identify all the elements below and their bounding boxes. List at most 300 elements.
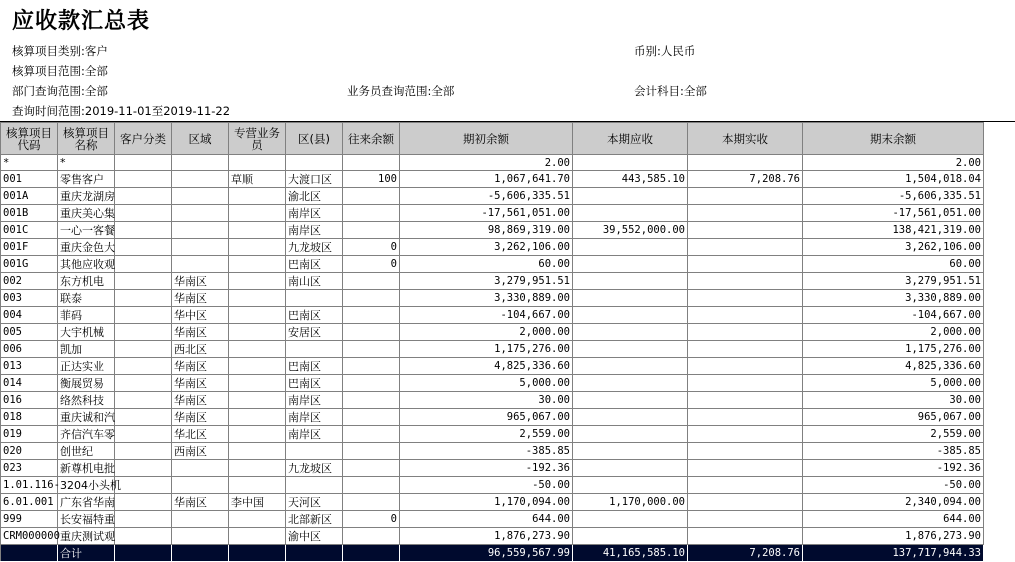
cell-col-9: [688, 460, 803, 477]
cell-col-6: [343, 222, 400, 239]
cell-col-7: -17,561,051.00: [400, 205, 573, 222]
table-row[interactable]: [1, 256, 984, 273]
cell-col-0: 6.01.001: [1, 494, 58, 511]
cell-col-8: [573, 426, 688, 443]
cell-col-10: -104,667.00: [803, 307, 984, 324]
table-row[interactable]: [1, 222, 984, 239]
col-header[interactable]: 核算项目代码: [1, 123, 58, 155]
cell-col-0: CRM000000: [1, 528, 58, 545]
table-row[interactable]: [1, 494, 984, 511]
cell-col-6: [343, 324, 400, 341]
cell-col-6: [343, 392, 400, 409]
cell-col-5: 南岸区: [286, 426, 343, 443]
cell-col-6: [343, 460, 400, 477]
table-row[interactable]: [1, 426, 984, 443]
cell-col-8: 41,165,585.10: [573, 545, 688, 562]
cell-col-1: 其他应收观: [58, 256, 115, 273]
cell-col-5: [286, 477, 343, 494]
cell-col-3: 华北区: [172, 426, 229, 443]
cell-col-0: 001C: [1, 222, 58, 239]
cell-col-9: [688, 443, 803, 460]
cell-col-8: [573, 290, 688, 307]
cell-col-0: 005: [1, 324, 58, 341]
cell-col-10: 3,330,889.00: [803, 290, 984, 307]
cell-col-7: 30.00: [400, 392, 573, 409]
cell-col-4: [229, 239, 286, 256]
cell-col-4: [229, 409, 286, 426]
cell-col-1: 重庆龙湖房: [58, 188, 115, 205]
cell-col-5: [286, 290, 343, 307]
cell-col-10: 30.00: [803, 392, 984, 409]
cell-col-3: [172, 155, 229, 171]
cell-col-5: 巴南区: [286, 375, 343, 392]
cell-col-0: 1.01.116-: [1, 477, 58, 494]
cell-col-2: [115, 324, 172, 341]
cell-col-9: [688, 290, 803, 307]
cell-col-5: [286, 155, 343, 171]
cell-col-7: 60.00: [400, 256, 573, 273]
cell-col-0: [1, 545, 58, 562]
cell-col-5: 渝北区: [286, 188, 343, 205]
cell-col-8: [573, 188, 688, 205]
cell-col-10: -385.85: [803, 443, 984, 460]
dept-range: 部门查询范围:全部: [12, 84, 108, 98]
cell-col-4: [229, 155, 286, 171]
cell-col-8: [573, 409, 688, 426]
cell-col-9: [688, 188, 803, 205]
cell-col-0: 023: [1, 460, 58, 477]
table-body: [1, 155, 984, 562]
cell-col-1: 菲码: [58, 307, 115, 324]
cell-col-8: 1,170,000.00: [573, 494, 688, 511]
cell-col-0: 019: [1, 426, 58, 443]
cell-col-6: [343, 188, 400, 205]
cell-col-6: 100: [343, 171, 400, 188]
cell-col-2: [115, 155, 172, 171]
cell-col-9: [688, 239, 803, 256]
cell-col-2: [115, 426, 172, 443]
table-row[interactable]: [1, 171, 984, 188]
cell-col-7: 3,279,951.51: [400, 273, 573, 290]
cell-col-6: [343, 375, 400, 392]
cell-col-8: [573, 155, 688, 171]
cell-col-4: [229, 324, 286, 341]
cell-col-5: 南岸区: [286, 392, 343, 409]
cell-col-10: 60.00: [803, 256, 984, 273]
cell-col-9: [688, 324, 803, 341]
cell-col-10: -5,606,335.51: [803, 188, 984, 205]
cell-col-4: [229, 511, 286, 528]
table-row[interactable]: [1, 477, 984, 494]
col-header[interactable]: 期末余额: [803, 123, 984, 155]
cell-col-4: [229, 460, 286, 477]
cell-col-4: [229, 477, 286, 494]
currency: 币别:人民币: [634, 44, 696, 58]
cell-col-4: [229, 188, 286, 205]
cell-col-10: 5,000.00: [803, 375, 984, 392]
cell-col-3: [172, 239, 229, 256]
cell-col-3: [172, 460, 229, 477]
cell-col-7: 1,175,276.00: [400, 341, 573, 358]
cell-col-3: [172, 528, 229, 545]
cell-col-7: -104,667.00: [400, 307, 573, 324]
cell-col-1: 正达实业: [58, 358, 115, 375]
cell-col-7: 3,330,889.00: [400, 290, 573, 307]
cell-col-2: [115, 171, 172, 188]
item-range: 核算项目范围:全部: [12, 64, 108, 78]
table-row[interactable]: [1, 188, 984, 205]
table-row[interactable]: [1, 205, 984, 222]
cell-col-4: 草顺: [229, 171, 286, 188]
cell-col-10: 137,717,944.33: [803, 545, 984, 562]
cell-col-6: [343, 426, 400, 443]
cell-col-1: 联泰: [58, 290, 115, 307]
cell-col-0: 020: [1, 443, 58, 460]
cell-col-7: 1,067,641.70: [400, 171, 573, 188]
cell-col-1: 长安福特重: [58, 511, 115, 528]
cell-col-8: [573, 375, 688, 392]
cell-col-0: 001: [1, 171, 58, 188]
cell-col-6: [343, 273, 400, 290]
cell-col-8: [573, 239, 688, 256]
table-row[interactable]: [1, 460, 984, 477]
cell-col-7: 2.00: [400, 155, 573, 171]
cell-col-7: 1,170,094.00: [400, 494, 573, 511]
cell-col-8: 39,552,000.00: [573, 222, 688, 239]
cell-col-9: [688, 528, 803, 545]
table-row[interactable]: [1, 358, 984, 375]
cell-col-3: 华中区: [172, 307, 229, 324]
cell-col-8: [573, 477, 688, 494]
cell-col-9: [688, 155, 803, 171]
cell-col-10: 138,421,319.00: [803, 222, 984, 239]
table-row[interactable]: [1, 239, 984, 256]
cell-col-1: 齐信汽车零: [58, 426, 115, 443]
cell-col-2: [115, 545, 172, 562]
cell-col-9: [688, 273, 803, 290]
cell-col-8: [573, 528, 688, 545]
cell-col-9: [688, 409, 803, 426]
cell-col-4: [229, 443, 286, 460]
cell-col-6: [343, 205, 400, 222]
cell-col-7: -192.36: [400, 460, 573, 477]
cell-col-10: 965,067.00: [803, 409, 984, 426]
cell-col-2: [115, 358, 172, 375]
cell-col-1: 合计: [58, 545, 115, 562]
cell-col-5: 南山区: [286, 273, 343, 290]
cell-col-1: 广东省华南: [58, 494, 115, 511]
cell-col-5: 渝中区: [286, 528, 343, 545]
cell-col-3: 华南区: [172, 392, 229, 409]
table-row[interactable]: [1, 511, 984, 528]
cell-col-2: [115, 188, 172, 205]
cell-col-7: 644.00: [400, 511, 573, 528]
cell-col-3: 西北区: [172, 341, 229, 358]
cell-col-2: [115, 290, 172, 307]
cell-col-0: 013: [1, 358, 58, 375]
cell-col-4: [229, 358, 286, 375]
cell-col-2: [115, 511, 172, 528]
cell-col-5: 九龙坡区: [286, 239, 343, 256]
cell-col-4: [229, 528, 286, 545]
cell-col-2: [115, 222, 172, 239]
cell-col-3: 华南区: [172, 324, 229, 341]
cell-col-10: 2,000.00: [803, 324, 984, 341]
cell-col-1: 新尊机电批: [58, 460, 115, 477]
cell-col-3: 华南区: [172, 409, 229, 426]
cell-col-10: -17,561,051.00: [803, 205, 984, 222]
cell-col-7: 1,876,273.90: [400, 528, 573, 545]
col-header[interactable]: 本期应收: [573, 123, 688, 155]
cell-col-3: [172, 205, 229, 222]
cell-col-9: [688, 426, 803, 443]
cell-col-6: [343, 477, 400, 494]
cell-col-2: [115, 477, 172, 494]
cell-col-1: 衡展贸易: [58, 375, 115, 392]
cell-col-10: 2.00: [803, 155, 984, 171]
cell-col-0: 004: [1, 307, 58, 324]
cell-col-10: 3,279,951.51: [803, 273, 984, 290]
col-header[interactable]: 期初余额: [400, 123, 573, 155]
cell-col-9: [688, 375, 803, 392]
cell-col-6: [343, 155, 400, 171]
cell-col-9: [688, 494, 803, 511]
cell-col-9: [688, 205, 803, 222]
cell-col-2: [115, 307, 172, 324]
cell-col-2: [115, 205, 172, 222]
cell-col-1: 凯加: [58, 341, 115, 358]
col-header[interactable]: 核算项目名称: [58, 123, 115, 155]
cell-col-10: -50.00: [803, 477, 984, 494]
cell-col-2: [115, 273, 172, 290]
cell-col-8: [573, 511, 688, 528]
cell-col-5: 九龙坡区: [286, 460, 343, 477]
report-title: 应收款汇总表: [12, 8, 151, 34]
cell-col-0: 006: [1, 341, 58, 358]
cell-col-2: [115, 341, 172, 358]
cell-col-2: [115, 494, 172, 511]
cell-col-5: 大渡口区: [286, 171, 343, 188]
cell-col-4: [229, 273, 286, 290]
cell-col-5: 南岸区: [286, 222, 343, 239]
cell-col-5: [286, 443, 343, 460]
cell-col-5: [286, 545, 343, 562]
table-row[interactable]: [1, 528, 984, 545]
cell-col-8: [573, 307, 688, 324]
cell-col-1: 重庆金色大: [58, 239, 115, 256]
cell-col-8: [573, 205, 688, 222]
account: 会计科目:全部: [634, 84, 707, 98]
cell-col-5: 南岸区: [286, 205, 343, 222]
cell-col-3: [172, 256, 229, 273]
cell-col-7: 2,559.00: [400, 426, 573, 443]
cell-col-3: [172, 545, 229, 562]
cell-col-2: [115, 443, 172, 460]
cell-col-2: [115, 460, 172, 477]
total-row[interactable]: [1, 545, 984, 562]
cell-col-9: [688, 307, 803, 324]
cell-col-7: 98,869,319.00: [400, 222, 573, 239]
cell-col-4: [229, 545, 286, 562]
cell-col-5: 天河区: [286, 494, 343, 511]
cell-col-4: [229, 375, 286, 392]
cell-col-1: 3204小头机: [58, 477, 115, 494]
cell-col-0: 001F: [1, 239, 58, 256]
cell-col-7: 3,262,106.00: [400, 239, 573, 256]
cell-col-5: 巴南区: [286, 307, 343, 324]
cell-col-0: 999: [1, 511, 58, 528]
cell-col-0: *: [1, 155, 58, 171]
receivables-table: [0, 122, 984, 562]
cell-col-9: [688, 477, 803, 494]
cell-col-5: 安居区: [286, 324, 343, 341]
cell-col-8: [573, 256, 688, 273]
cell-col-7: 2,000.00: [400, 324, 573, 341]
cell-col-4: [229, 307, 286, 324]
cell-col-4: [229, 341, 286, 358]
cell-col-0: 016: [1, 392, 58, 409]
cell-col-3: [172, 222, 229, 239]
cell-col-6: [343, 290, 400, 307]
cell-col-6: 0: [343, 511, 400, 528]
cell-col-6: 0: [343, 256, 400, 273]
cell-col-5: [286, 341, 343, 358]
cell-col-9: [688, 256, 803, 273]
cell-col-6: [343, 545, 400, 562]
cell-col-10: 1,175,276.00: [803, 341, 984, 358]
cell-col-0: 018: [1, 409, 58, 426]
col-header[interactable]: 区域: [172, 123, 229, 155]
cell-col-5: 北部新区: [286, 511, 343, 528]
cell-col-3: 华南区: [172, 375, 229, 392]
cell-col-6: [343, 443, 400, 460]
table-row[interactable]: [1, 290, 984, 307]
cell-col-4: [229, 392, 286, 409]
cell-col-3: [172, 511, 229, 528]
cell-col-7: 965,067.00: [400, 409, 573, 426]
cell-col-0: 001A: [1, 188, 58, 205]
col-header[interactable]: 往来余额: [343, 123, 400, 155]
cell-col-0: 003: [1, 290, 58, 307]
cell-col-9: [688, 222, 803, 239]
cell-col-8: [573, 273, 688, 290]
cell-col-3: 华南区: [172, 358, 229, 375]
cell-col-8: [573, 341, 688, 358]
cell-col-8: [573, 392, 688, 409]
cell-col-1: 零售客户: [58, 171, 115, 188]
cell-col-6: [343, 494, 400, 511]
cell-col-2: [115, 375, 172, 392]
cell-col-4: [229, 426, 286, 443]
table-row[interactable]: [1, 341, 984, 358]
cell-col-6: [343, 409, 400, 426]
cell-col-6: [343, 528, 400, 545]
cell-col-5: 南岸区: [286, 409, 343, 426]
table-row[interactable]: [1, 443, 984, 460]
cell-col-7: 96,559,567.99: [400, 545, 573, 562]
table-row[interactable]: [1, 324, 984, 341]
cell-col-1: 东方机电: [58, 273, 115, 290]
col-header[interactable]: 客户分类: [115, 123, 172, 155]
cell-col-6: [343, 341, 400, 358]
cell-col-10: 2,559.00: [803, 426, 984, 443]
cell-col-9: 7,208.76: [688, 545, 803, 562]
cell-col-4: 李中国: [229, 494, 286, 511]
table-row[interactable]: [1, 273, 984, 290]
table-row[interactable]: [1, 155, 984, 171]
cell-col-1: 络然科技: [58, 392, 115, 409]
cell-col-8: [573, 324, 688, 341]
cell-col-7: 5,000.00: [400, 375, 573, 392]
cell-col-1: 一心一客餐: [58, 222, 115, 239]
cell-col-8: [573, 358, 688, 375]
cell-col-7: -5,606,335.51: [400, 188, 573, 205]
cell-col-3: [172, 171, 229, 188]
table-row[interactable]: [1, 307, 984, 324]
cell-col-1: 重庆美心集: [58, 205, 115, 222]
salesman-range: 业务员查询范围:全部: [347, 84, 455, 98]
cell-col-3: 华南区: [172, 290, 229, 307]
cell-col-10: 4,825,336.60: [803, 358, 984, 375]
cell-col-0: 014: [1, 375, 58, 392]
cell-col-10: 1,876,273.90: [803, 528, 984, 545]
cell-col-3: 华南区: [172, 273, 229, 290]
cell-col-2: [115, 528, 172, 545]
cell-col-1: 创世纪: [58, 443, 115, 460]
table-row[interactable]: [1, 392, 984, 409]
cell-col-6: [343, 358, 400, 375]
cell-col-5: 巴南区: [286, 358, 343, 375]
cell-col-8: 443,585.10: [573, 171, 688, 188]
cell-col-9: 7,208.76: [688, 171, 803, 188]
date-range: 查询时间范围:2019-11-01至2019-11-22: [12, 104, 231, 118]
cell-col-3: 西南区: [172, 443, 229, 460]
table-header-row: [1, 123, 984, 155]
cell-col-1: *: [58, 155, 115, 171]
cell-col-2: [115, 239, 172, 256]
cell-col-5: 巴南区: [286, 256, 343, 273]
item-category: 核算项目类别:客户: [12, 44, 108, 58]
table-row[interactable]: [1, 409, 984, 426]
cell-col-10: 644.00: [803, 511, 984, 528]
cell-col-6: 0: [343, 239, 400, 256]
cell-col-9: [688, 392, 803, 409]
cell-col-10: 2,340,094.00: [803, 494, 984, 511]
cell-col-0: 002: [1, 273, 58, 290]
cell-col-4: [229, 205, 286, 222]
cell-col-4: [229, 222, 286, 239]
col-header[interactable]: 区(县): [286, 123, 343, 155]
cell-col-4: [229, 256, 286, 273]
cell-col-9: [688, 341, 803, 358]
cell-col-9: [688, 511, 803, 528]
col-header[interactable]: 本期实收: [688, 123, 803, 155]
table-row[interactable]: [1, 375, 984, 392]
col-header[interactable]: 专营业务员: [229, 123, 286, 155]
cell-col-1: 大宇机械: [58, 324, 115, 341]
cell-col-3: [172, 188, 229, 205]
cell-col-2: [115, 409, 172, 426]
cell-col-10: -192.36: [803, 460, 984, 477]
cell-col-1: 重庆诚和汽: [58, 409, 115, 426]
cell-col-2: [115, 392, 172, 409]
cell-col-1: 重庆测试观: [58, 528, 115, 545]
cell-col-7: 4,825,336.60: [400, 358, 573, 375]
cell-col-7: -385.85: [400, 443, 573, 460]
cell-col-4: [229, 290, 286, 307]
cell-col-7: -50.00: [400, 477, 573, 494]
cell-col-3: 华南区: [172, 494, 229, 511]
